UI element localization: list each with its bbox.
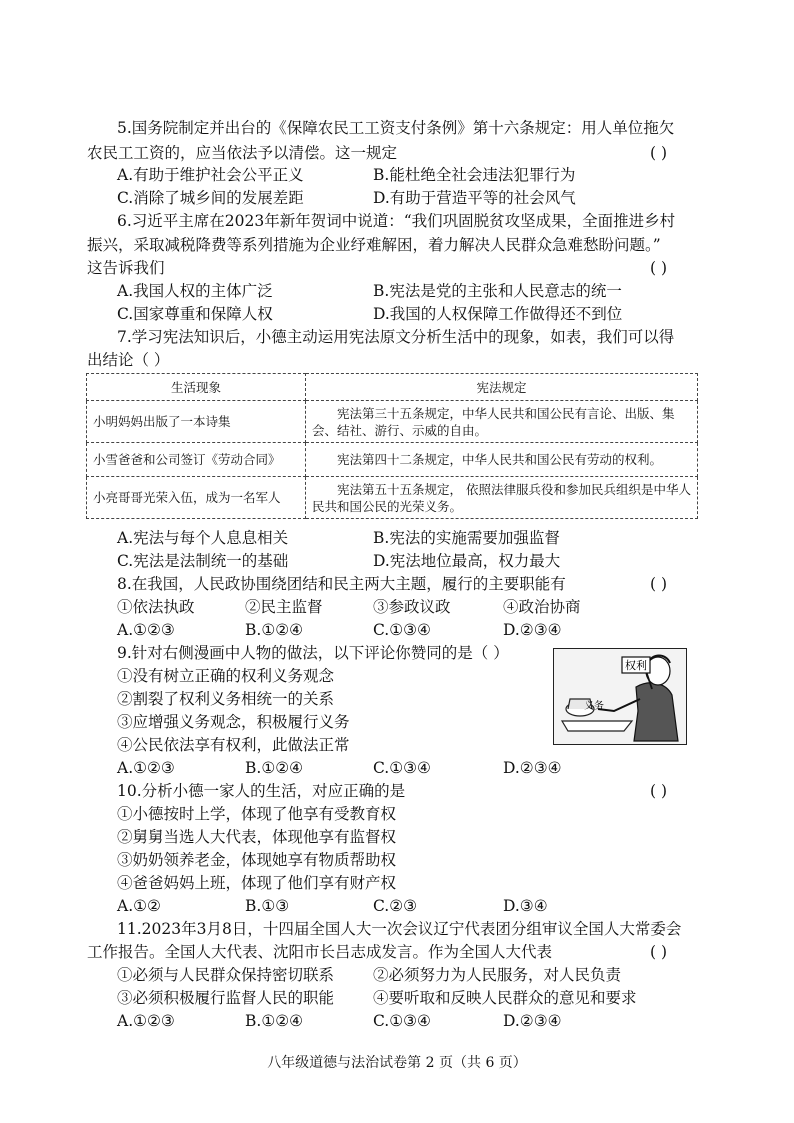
q10-item-4: ④爸爸妈妈上班，体现了他们享有财产权 (117, 874, 397, 892)
q6-stem-line-3: 这告诉我们 (87, 259, 165, 277)
q7-option-b[interactable]: B.宪法的实施需要加强监督 (373, 529, 560, 547)
q9-item-3: ③应增强义务观念，积极履行义务 (117, 713, 350, 731)
q5-option-b[interactable]: B.能杜绝全社会违法犯罪行为 (373, 166, 576, 184)
q7-option-c[interactable]: C.宪法是法制统一的基础 (117, 552, 289, 570)
q5-option-c[interactable]: C.消除了城乡间的发展差距 (117, 189, 304, 207)
q9-option-c[interactable]: C.①③④ (373, 759, 431, 777)
table-row (87, 401, 698, 443)
table-row (87, 443, 698, 477)
table-row (87, 477, 698, 519)
q9-item-4: ④公民依法享有权利，此做法正常 (117, 736, 350, 754)
q8-option-b[interactable]: B.①②④ (245, 621, 304, 639)
table-cell-phenomenon: 小亮哥哥光荣入伍，成为一名军人 (87, 477, 306, 519)
q11-option-c[interactable]: C.①③④ (373, 1012, 431, 1030)
q8-option-a[interactable]: A.①②③ (117, 621, 175, 639)
q11-item-2: ②必须努力为人民服务，对人民负责 (373, 966, 622, 984)
q11-answer-paren[interactable]: ( ) (650, 943, 668, 961)
q9-item-2: ②割裂了权利义务相统一的关系 (117, 690, 335, 708)
cartoon-drawing (554, 649, 686, 744)
q7-stem-line-2: 出结论（ ） (87, 351, 170, 369)
q5-stem-line-1: 5.国务院制定并出台的《保障农民工工资支付条例》第十六条规定：用人单位拖欠 (117, 119, 675, 137)
table-cell-phenomenon: 小明妈妈出版了一本诗集 (87, 401, 306, 443)
cartoon-label-rights: 权利 (625, 659, 647, 672)
q9-item-1: ①没有树立正确的权利义务观念 (117, 667, 335, 685)
q7-option-a[interactable]: A.宪法与每个人息息相关 (117, 529, 289, 547)
q10-item-1: ①小德按时上学，体现了他享有受教育权 (117, 805, 397, 823)
q8-item-2: ②民主监督 (245, 598, 323, 616)
q6-option-b[interactable]: B.宪法是党的主张和人民意志的统一 (373, 282, 622, 300)
q6-option-a[interactable]: A.我国人权的主体广泛 (117, 282, 273, 300)
q11-stem-line-2: 工作报告。全国人大代表、沈阳市长吕志成发言。作为全国人大代表 (87, 943, 553, 961)
q9-option-b[interactable]: B.①②④ (245, 759, 304, 777)
q9-option-a[interactable]: A.①②③ (117, 759, 175, 777)
q5-option-a[interactable]: A.有助于维护社会公平正义 (117, 166, 304, 184)
rights-duties-cartoon (553, 648, 687, 745)
q9-stem-line-1: 9.针对右侧漫画中人物的做法，以下评论你赞同的是（ ） (117, 644, 509, 662)
table-cell-provision: 宪法第三十五条规定，中华人民共和国公民有言论、出版、集会、结社、游行、示威的自由。 (306, 401, 698, 443)
q5-answer-paren[interactable]: ( ) (650, 144, 668, 162)
table-cell-provision: 宪法第四十二条规定，中华人民共和国公民有劳动的权利。 (306, 443, 698, 477)
q8-item-1: ①依法执政 (117, 598, 195, 616)
q8-item-4: ④政治协商 (503, 598, 581, 616)
q7-option-d[interactable]: D.宪法地位最高，权力最大 (373, 552, 561, 570)
q11-stem-line-1: 11.2023年3月8日，十四届全国人大一次会议辽宁代表团分组审议全国人大常委会 (117, 920, 682, 938)
table-header-phenomenon: 生活现象 (87, 374, 306, 401)
table-header-row (87, 374, 698, 401)
constitution-table (86, 373, 698, 519)
q8-answer-paren[interactable]: ( ) (650, 575, 668, 593)
q7-stem-line-1: 7.学习宪法知识后，小德主动运用宪法原文分析生活中的现象，如表，我们可以得 (117, 328, 675, 346)
q6-stem-line-1: 6.习近平主席在2023年新年贺词中说道：“我们巩固脱贫攻坚成果，全面推进乡村 (117, 212, 676, 230)
q6-stem-line-2: 振兴，采取减税降费等系列措施为企业纾难解困，着力解决人民群众急难愁盼问题。” (87, 236, 661, 254)
q8-option-d[interactable]: D.②③④ (503, 621, 562, 639)
q6-option-d[interactable]: D.我国的人权保障工作做得还不到位 (373, 305, 623, 323)
q11-item-3: ③必须积极履行监督人民的职能 (117, 989, 335, 1007)
q10-item-3: ③奶奶领养老金，体现她享有物质帮助权 (117, 851, 397, 869)
q8-item-3: ③参政议政 (373, 598, 451, 616)
q8-option-c[interactable]: C.①③④ (373, 621, 431, 639)
page-footer: 八年级道德与法治试卷第 2 页（共 6 页） (267, 1055, 527, 1071)
q10-item-2: ②舅舅当选人大代表，体现他享有监督权 (117, 828, 397, 846)
q6-option-c[interactable]: C.国家尊重和保障人权 (117, 305, 273, 323)
q6-answer-paren[interactable]: ( ) (650, 259, 668, 277)
q5-stem-line-2: 农民工工资的，应当依法予以清偿。这一规定 (87, 144, 398, 162)
q11-option-a[interactable]: A.①②③ (117, 1012, 175, 1030)
table-cell-phenomenon: 小雪爸爸和公司签订《劳动合同》 (87, 443, 306, 477)
q11-option-b[interactable]: B.①②④ (245, 1012, 304, 1030)
q11-item-4: ④要听取和反映人民群众的意见和要求 (373, 989, 637, 1007)
q11-item-1: ①必须与人民群众保持密切联系 (117, 966, 335, 984)
q8-stem-line-1: 8.在我国，人民政协围绕团结和民主两大主题，履行的主要职能有 (117, 575, 566, 593)
q10-option-a[interactable]: A.①② (117, 897, 161, 915)
table-cell-provision: 宪法第五十五条规定， 依照法律服兵役和参加民兵组织是中华人民共和国公民的光荣义务。 (306, 477, 698, 519)
q10-answer-paren[interactable]: ( ) (650, 782, 668, 800)
q5-option-d[interactable]: D.有助于营造平等的社会风气 (373, 189, 576, 207)
q9-option-d[interactable]: D.②③④ (503, 759, 562, 777)
q10-option-c[interactable]: C.②③ (373, 897, 418, 915)
q10-option-b[interactable]: B.①③ (245, 897, 290, 915)
q11-option-d[interactable]: D.②③④ (503, 1012, 562, 1030)
table-header-provision: 宪法规定 (306, 374, 698, 401)
cartoon-label-duties: 义务 (584, 701, 604, 712)
q10-stem-line-1: 10.分析小德一家人的生活，对应正确的是 (117, 782, 406, 800)
q10-option-d[interactable]: D.③④ (503, 897, 548, 915)
